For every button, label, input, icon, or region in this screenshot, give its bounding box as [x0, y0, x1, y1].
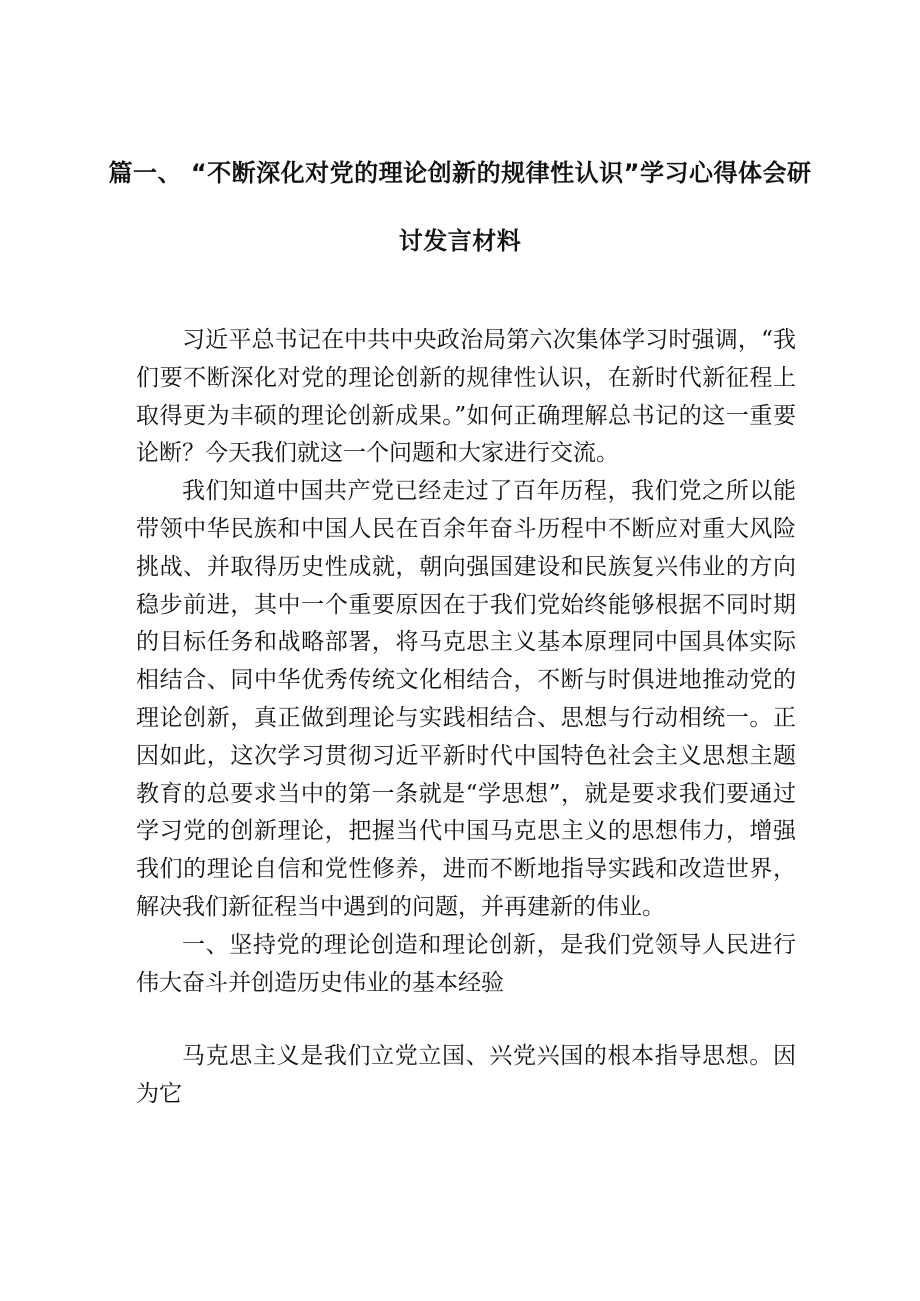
paragraph-background: 我们知道中国共产党已经走过了百年历程，我们党之所以能带领中华民族和中国人民在百余年奋斗历程中不断应对重大风险挑战、并取得历史性成就，朝向强国建设和民族复兴伟业的方向稳步前进，其中一个重要原因在于我们党始终能够根据不同时期的目标任务和战略部署，将马克思主义基本原理同中国具体实际相结合、同中华优秀传统文化相结合，不断与时俱进地推动党的理论创新，真正做到理论与实践相结合、思想与行动相统一。正因如此，这次学习贯彻习近平新时代中国特色社会主义思想主题教育的总要求当中的第一条就是“学思想”，就是要求我们要通过学习党的创新理论，把握当代中国马克思主义的思想伟力，增强我们的理论自信和党性修养，进而不断地指导实践和改造世界，解决我们新征程当中遇到的问题，并再建新的伟业。 — [136, 478, 796, 920]
paragraph-intro: 习近平总书记在中共中央政治局第六次集体学习时强调，“我们要不断深化对党的理论创新的规律性认识，在新时代新征程上取得更为丰硕的理论创新成果。”如何正确理解总书记的这一重要论断？今天我们就这一个问题和大家进行交流。 — [136, 327, 796, 467]
paragraph-section-1: 马克思主义是我们立党立国、兴党兴国的根本指导思想。因为它 — [136, 1043, 796, 1108]
section-heading-1: 一、坚持党的理论创造和理论创新，是我们党领导人民进行伟大奋斗并创造历史伟业的基本经验 — [136, 931, 796, 996]
document-title-line-1: 篇一、 “不断深化对党的理论创新的规律性认识”学习心得体会研 — [108, 159, 812, 187]
document-title-line-2: 讨发言材料 — [398, 227, 522, 255]
document-body — [136, 322, 796, 1114]
